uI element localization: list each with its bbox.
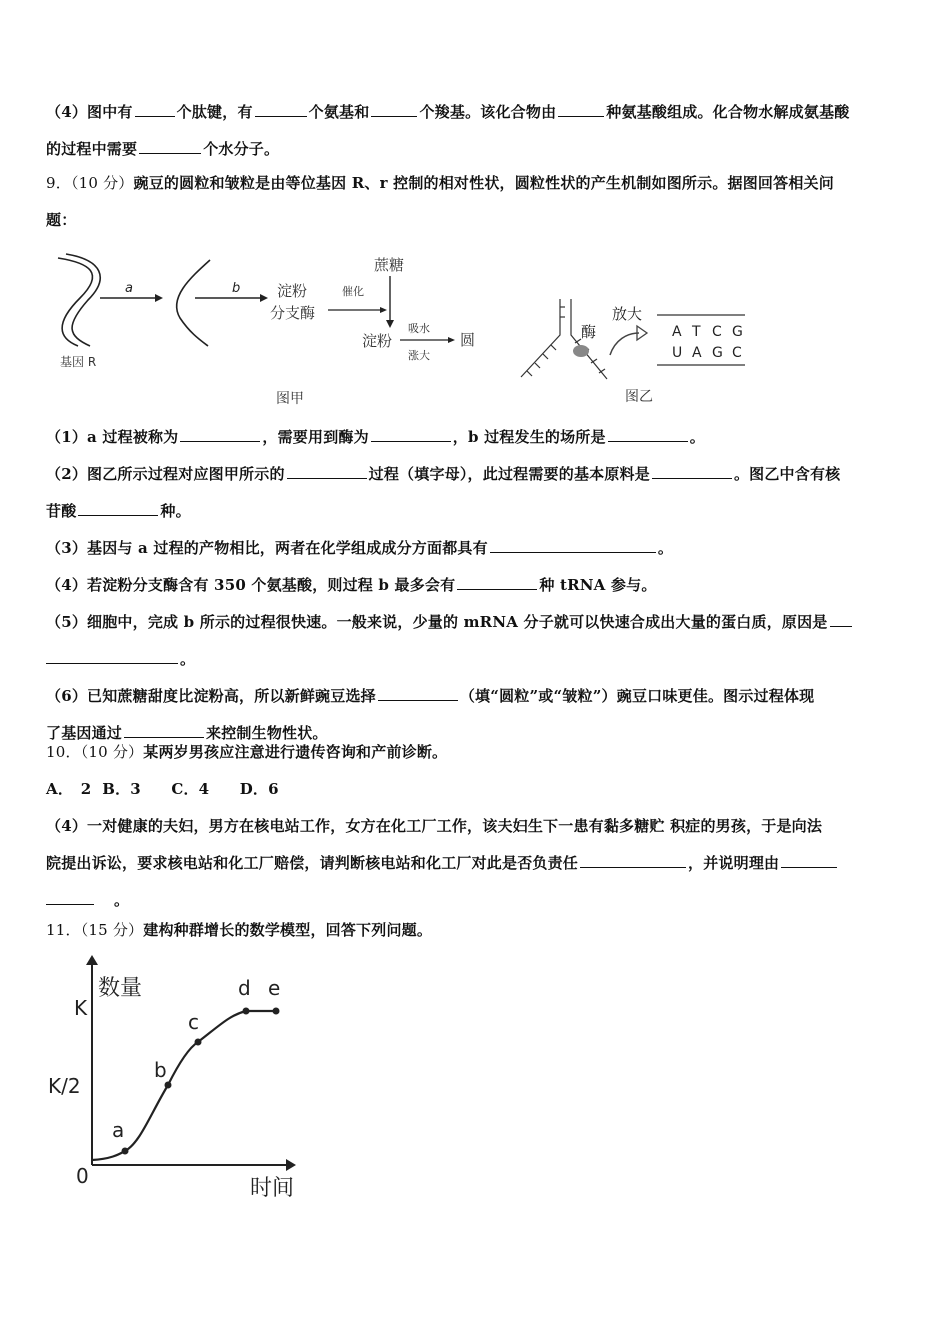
round-label: 圆 [460,331,476,349]
figure-yi [515,295,755,407]
starch-branching-enzyme-line1: 淀粉 [277,282,308,300]
zoom-label: 放大 [612,305,643,323]
figure-jia-caption: 图甲 [276,391,304,407]
q11: 11．（15 分）建构种群增长的数学模型，回答下列问题。 [46,921,433,939]
base-letter: C [712,324,722,340]
answer-blank[interactable] [135,101,175,117]
answer-blank[interactable] [652,463,732,479]
answer-blank[interactable] [78,500,158,516]
answer-blank[interactable] [371,101,417,117]
point-d [243,1008,250,1015]
base-letter: T [692,324,701,340]
answer-blank[interactable] [371,426,451,442]
k-half-label: K/2 [48,1074,81,1098]
swell-label: 涨大 [408,349,430,362]
rna-bases-row [672,345,742,361]
point-c-label: c [188,1010,199,1034]
q9-sub-questions: （1）a 过程被称为 ，需要用到酶为 ，b 过程发生的场所是 。 （2）图乙所示过程对应图甲所示的 过程（填字母），此过程需要的基本原料是 。图乙中含有核 苷酸 种。 （3）基因与 a 过程的产物相比，两者在化学组成成分方面都具有 。 （4）若淀粉分支酶含有 350 个氨基酸，则过程 b 最多会有 种 tRNA 参与。 （5）细胞中，完成 b 所示的过程很快速。一般来说，少量的 mRNA 分子就可以快速合成出大量的蛋白质，原因是 。 （6）已知蔗糖甜度比淀粉高，所以新鲜豌豆选择 （填“圆粒”或“皱粒”）豌豆口味更佳。图示过程体现 了基因通过 来控制生物性状。 [46,419,906,752]
sucrose-label: 蔗糖 [374,256,405,274]
point-c [195,1039,202,1046]
q10: 10．（10 分）某两岁男孩应注意进行遗传咨询和产前诊断。 A． 2 B．3 C．4 D．6 （4）一对健康的夫妇，男方在核电站工作，女方在化工厂工作，该夫妇生下一患有黏多糖贮 积症的男孩，于是向法 院提出诉讼，要求核电站和化工厂赔偿，请判断核电站和化工厂对此是否负责任 ，并说明理由 。 [46,734,906,919]
dna-backbone-left [521,299,560,377]
base-letter: A [692,345,702,361]
figure-jia [50,248,490,408]
dna-strand-2 [66,254,100,346]
zoom-arrow [610,333,639,355]
x-axis-label: 时间 [250,1176,295,1201]
base-letter: G [712,345,723,361]
mrna-strand [177,260,210,346]
dna-strand-1 [58,258,93,346]
q9-stem: 9．（10 分）豌豆的圆粒和皱粒是由等位基因 R、r 控制的相对性状，圆粒性状的产生机制如图所示。据图回答相关问 题： [46,174,834,229]
answer-blank[interactable] [255,101,307,117]
answer-blank[interactable] [490,537,656,553]
gene-r-label: 基因 R [60,355,97,369]
answer-blank[interactable] [46,648,178,664]
k-label: K [74,996,88,1020]
starch-branching-enzyme-line2: 分支酶 [270,304,316,322]
answer-blank[interactable] [457,574,537,590]
base-letter: U [672,345,683,361]
dna-bases-row [672,324,743,340]
point-a [122,1148,129,1155]
answer-blank[interactable] [608,426,688,442]
point-e-label: e [268,976,281,1000]
answer-blank[interactable] [580,852,686,868]
catalyze-label: 催化 [342,285,364,298]
answer-blank[interactable] [781,852,837,868]
point-b-label: b [154,1058,167,1082]
arrow-a-label: a [125,281,133,296]
answer-blank[interactable] [180,426,260,442]
origin-label: 0 [76,1164,89,1188]
answer-blank[interactable] [46,889,94,905]
answer-blank[interactable] [378,685,458,701]
q8-part4: （4）图中有 个肽键，有 个氨基和 个羧基。该化合物由 种氨基酸组成。化合物水解成氨基酸 的过程中需要 个水分子。 [46,103,850,158]
point-d-label: d [238,976,251,1000]
base-letter: C [732,345,742,361]
base-letter: A [672,324,682,340]
answer-blank[interactable] [287,463,367,479]
enzyme-label: 酶 [581,323,597,341]
population-growth-graph [40,955,310,1205]
arrow-b-label: b [232,281,241,296]
point-a-label: a [112,1118,125,1142]
point-b [165,1082,172,1089]
enzyme-shape [573,345,589,357]
answer-blank[interactable] [558,101,604,117]
y-axis-label: 数量 [98,976,143,1001]
q10-options[interactable]: A． 2 B．3 C．4 D．6 [46,780,279,798]
figure-yi-caption: 图乙 [625,389,653,405]
base-letter: G [732,324,743,340]
starch-label: 淀粉 [362,332,393,350]
absorb-water-label: 吸水 [408,322,430,335]
point-e [273,1008,280,1015]
answer-blank[interactable] [830,611,852,627]
answer-blank[interactable] [139,138,201,154]
